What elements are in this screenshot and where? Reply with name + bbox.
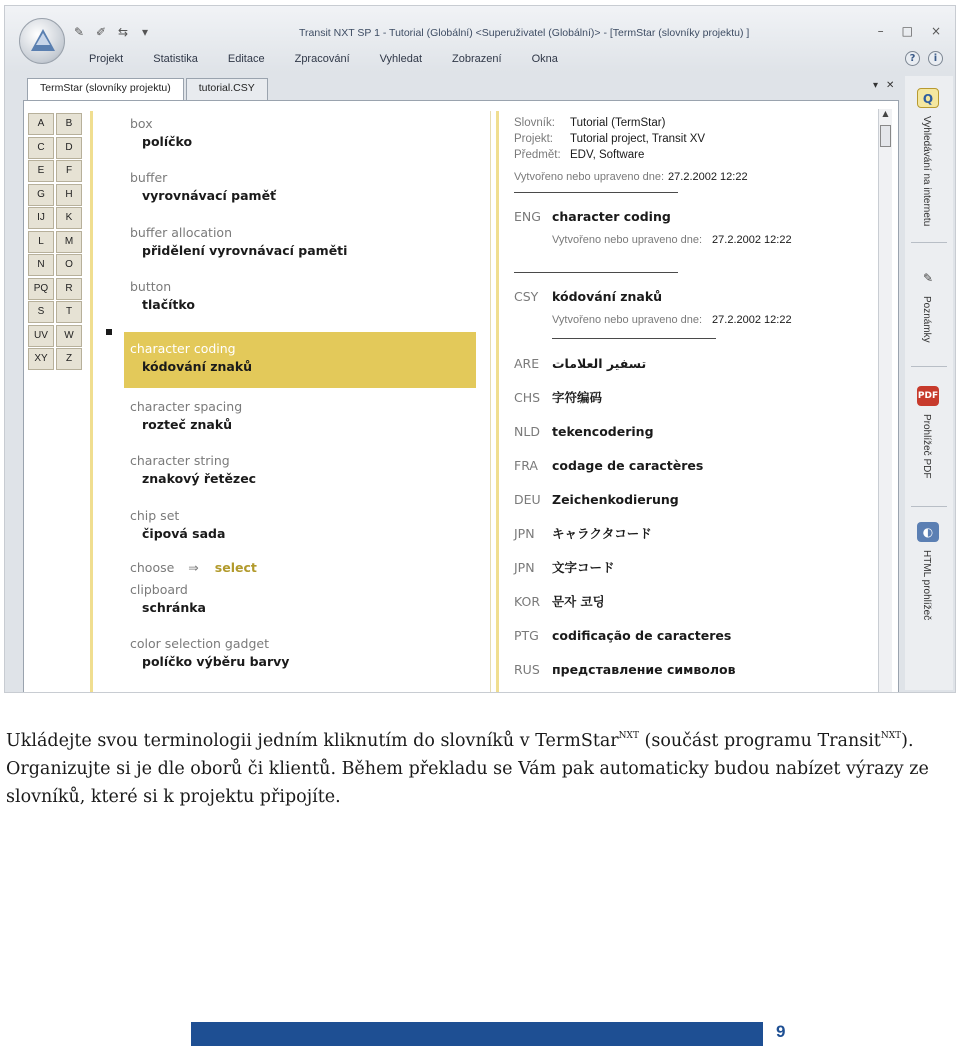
open-icon[interactable]: ✎ [73, 25, 85, 39]
created-label: Vytvořeno nebo upraveno dne: [514, 171, 665, 183]
menu-statistika[interactable]: Statistika [153, 53, 198, 65]
alphabet-index [28, 113, 83, 372]
term-target: vyrovnávací paměť [142, 188, 277, 204]
lang-code: PTG [514, 628, 539, 643]
lang-code: ARE [514, 356, 540, 371]
lang-term: 文字コード [552, 560, 615, 575]
letter-button[interactable]: N [28, 254, 54, 276]
term-source: character spacing [130, 399, 243, 415]
sidebar-item-notes[interactable] [913, 268, 947, 343]
entry-details [514, 115, 884, 693]
maximize-button[interactable]: □ [901, 24, 913, 38]
letter-button[interactable]: G [28, 184, 54, 206]
letter-button[interactable]: M [56, 231, 82, 253]
letter-button[interactable]: S [28, 301, 54, 323]
created-label: Vytvořeno nebo upraveno dne: [552, 314, 703, 326]
html-viewer-icon: ◐ [917, 522, 939, 542]
term-source: choose [130, 560, 175, 576]
letter-button[interactable]: XY [28, 348, 54, 370]
letter-button[interactable]: W [56, 325, 82, 347]
sidebar-item-internet-search[interactable] [913, 88, 947, 226]
term-source: buffer allocation [130, 224, 233, 240]
lang-term: 문자 코딩 [552, 594, 605, 609]
term-target: tlačítko [142, 296, 195, 312]
letter-button[interactable]: UV [28, 325, 54, 347]
details-divider [496, 111, 499, 693]
info-icon[interactable]: i [928, 51, 943, 66]
meta-key: Slovník: [514, 117, 555, 129]
term-reference-link[interactable]: select [214, 560, 257, 576]
term-entry[interactable] [124, 388, 476, 442]
meta-value: Tutorial (TermStar) [570, 117, 666, 129]
current-entry-marker [106, 329, 112, 335]
lang-row-primary [514, 208, 884, 226]
lang-term: представление символов [552, 662, 736, 677]
meta-key: Projekt: [514, 133, 553, 145]
created-row [514, 234, 884, 246]
dictionary-meta [514, 115, 884, 163]
term-target: čipová sada [142, 525, 226, 541]
scroll-up-icon[interactable]: ▲ [882, 109, 889, 118]
dropdown-icon[interactable]: ▾ [141, 25, 149, 39]
index-divider [90, 111, 93, 693]
menu-bar [89, 53, 588, 65]
term-source: clipboard [130, 582, 188, 598]
transit-logo-icon[interactable] [19, 18, 65, 64]
letter-button[interactable]: H [56, 184, 82, 206]
sidebar-separator [911, 506, 947, 507]
term-entry[interactable] [124, 497, 476, 551]
tab-controls [873, 80, 894, 91]
letter-button[interactable]: O [56, 254, 82, 276]
tab-close-icon[interactable]: ✕ [886, 80, 895, 91]
caption-text [6, 727, 954, 811]
menu-zpracovani[interactable]: Zpracování [294, 53, 350, 65]
letter-button[interactable]: IJ [28, 207, 54, 229]
lang-code: NLD [514, 424, 540, 439]
lang-row [514, 457, 884, 491]
caption-superscript: NXT [618, 731, 639, 741]
lang-code: JPN [514, 560, 535, 575]
term-target: rozteč znaků [142, 417, 233, 433]
lang-row [514, 389, 884, 423]
created-date: 27.2.2002 12:22 [712, 314, 792, 326]
lang-code: CHS [514, 390, 541, 405]
letter-button[interactable]: R [56, 278, 82, 300]
term-source: button [130, 278, 172, 294]
lang-term: codificação de caracteres [552, 628, 732, 643]
lang-term: キャラクタコード [552, 526, 652, 541]
term-source: box [130, 116, 153, 131]
undo-icon[interactable]: ⇆ [117, 25, 129, 39]
lang-code: RUS [514, 662, 540, 677]
lang-term: تسفير العلامات [552, 356, 647, 371]
lang-row [514, 355, 884, 389]
letter-button[interactable]: Z [56, 348, 82, 370]
lang-row [514, 491, 884, 525]
term-entry[interactable] [124, 635, 476, 689]
term-target: políčko [142, 134, 193, 149]
sidebar-item-label: Vyhledávání na internetu [921, 116, 932, 227]
term-target: znakový řetězec [142, 471, 257, 487]
letter-button[interactable]: F [56, 160, 82, 182]
caption-part: Ukládejte svou terminologii jedním kliknutím do slovníků v TermStar [6, 731, 619, 751]
term-target: schránka [142, 600, 206, 616]
search-globe-icon: Q [917, 88, 939, 108]
letter-button[interactable]: A [28, 113, 54, 135]
meta-value: Tutorial project, Transit XV [570, 133, 706, 145]
quick-access-toolbar [71, 25, 153, 39]
termstar-pane [23, 100, 899, 693]
created-label: Vytvořeno nebo upraveno dne: [552, 234, 703, 246]
term-target: kódování znaků [142, 359, 253, 375]
footer-bar [191, 1022, 763, 1046]
scroll-thumb[interactable] [880, 125, 891, 147]
term-source: buffer [130, 170, 168, 186]
lang-row [514, 423, 884, 457]
sidebar-separator [911, 366, 947, 367]
letter-button[interactable]: K [56, 207, 82, 229]
sidebar-separator [911, 242, 947, 243]
meta-value: EDV, Software [570, 149, 645, 161]
created-date: 27.2.2002 12:22 [668, 171, 748, 183]
lang-term: Zeichenkodierung [552, 492, 679, 507]
separator-line [552, 338, 716, 339]
sidebar-item-label: Poznámky [921, 296, 932, 343]
window-controls [878, 24, 941, 38]
see-arrow-icon: ⇒ [188, 560, 199, 576]
separator-line [514, 192, 678, 193]
menu-projekt[interactable]: Projekt [89, 53, 124, 65]
created-row [514, 314, 884, 326]
pdf-icon: PDF [917, 386, 939, 406]
created-date: 27.2.2002 12:22 [712, 234, 792, 246]
term-entry-reference[interactable] [124, 551, 476, 581]
lang-term: 字符编码 [552, 390, 603, 405]
term-target: políčko výběru barvy [142, 654, 290, 670]
menu-okna[interactable]: Okna [531, 53, 558, 65]
tab-tutorial-csy[interactable]: tutorial.CSY [186, 78, 268, 100]
sidebar-item-pdf-viewer[interactable] [913, 386, 947, 478]
help-icons [905, 51, 943, 66]
document-tabs [27, 78, 270, 100]
term-source: character coding [130, 341, 236, 357]
notes-icon: ✎ [922, 271, 934, 285]
term-entry[interactable] [124, 442, 476, 496]
logo-pyramid-inner [36, 33, 50, 45]
term-target: přidělení vyrovnávací paměti [142, 242, 348, 258]
term-reference-row [130, 559, 476, 577]
lang-code: JPN [514, 526, 535, 541]
letter-button[interactable]: B [56, 113, 82, 135]
lang-code: ENG [514, 209, 541, 224]
term-source: chip set [130, 507, 180, 523]
menu-vyhledat[interactable]: Vyhledat [379, 53, 423, 65]
lang-row [514, 593, 884, 627]
term-entry-selected[interactable] [124, 332, 476, 388]
menu-editace[interactable]: Editace [227, 53, 265, 65]
letter-button[interactable]: D [56, 137, 82, 159]
application-screenshot [4, 5, 956, 693]
lang-row-primary [514, 288, 884, 306]
created-row [514, 171, 884, 183]
save-icon[interactable]: ✐ [95, 25, 107, 39]
lang-code: KOR [514, 594, 541, 609]
meta-key: Předmět: [514, 149, 561, 161]
lang-term: codage de caractères [552, 458, 704, 473]
lang-row [514, 627, 884, 661]
separator-line [514, 272, 678, 273]
lang-code: FRA [514, 458, 538, 473]
lang-row [514, 525, 884, 559]
help-icon[interactable]: ? [905, 51, 920, 66]
caption-part: (součást programu Transit [638, 731, 881, 751]
letter-button[interactable]: E [28, 160, 54, 182]
minimize-button[interactable]: – [877, 24, 884, 38]
term-source: color selection gadget [130, 636, 269, 652]
lang-term: kódování znaků [552, 289, 663, 304]
caption-part: ). Organizujte si je dle oborů či klientů. Během překladu se Vám pak automaticky budou nabízet výrazy ze slovníků, které si k projektu připojíte. [6, 731, 929, 807]
term-list [124, 115, 476, 690]
sidebar-item-label: HTML prohlížeč [921, 550, 932, 621]
letter-button[interactable]: PQ [28, 278, 54, 300]
lang-term: character coding [552, 209, 671, 224]
letter-button[interactable]: C [28, 137, 54, 159]
lang-term: tekencodering [552, 424, 654, 439]
letter-button[interactable]: L [28, 231, 54, 253]
term-entry[interactable] [124, 278, 476, 332]
caption-superscript: NXT [880, 731, 902, 741]
lang-code: CSY [514, 289, 539, 304]
sidebar-item-html-viewer[interactable] [913, 522, 947, 620]
page-number: 9 [776, 1022, 786, 1041]
tab-list-icon[interactable]: ▾ [873, 80, 879, 91]
term-source: character string [130, 453, 230, 469]
right-sidebar [905, 76, 953, 690]
lang-row [514, 661, 884, 693]
window-title: Transit NXT SP 1 - Tutorial (Globální) <Superuživatel (Globální)> - [TermStar (slovníky projektu) ] [299, 27, 750, 39]
term-entry[interactable] [124, 169, 476, 223]
close-button[interactable]: × [930, 24, 941, 38]
menu-zobrazeni[interactable]: Zobrazení [452, 53, 502, 65]
lang-row [514, 559, 884, 593]
term-entry[interactable] [124, 115, 476, 169]
column-divider [490, 111, 491, 693]
letter-button[interactable]: T [56, 301, 82, 323]
tab-termstar[interactable]: TermStar (slovníky projektu) [27, 78, 184, 100]
title-bar [5, 6, 955, 72]
vertical-scrollbar[interactable] [878, 109, 892, 693]
sidebar-item-label: Prohlížeč PDF [921, 414, 932, 479]
lang-code: DEU [514, 492, 541, 507]
term-entry[interactable] [124, 581, 476, 635]
term-entry[interactable] [124, 224, 476, 278]
